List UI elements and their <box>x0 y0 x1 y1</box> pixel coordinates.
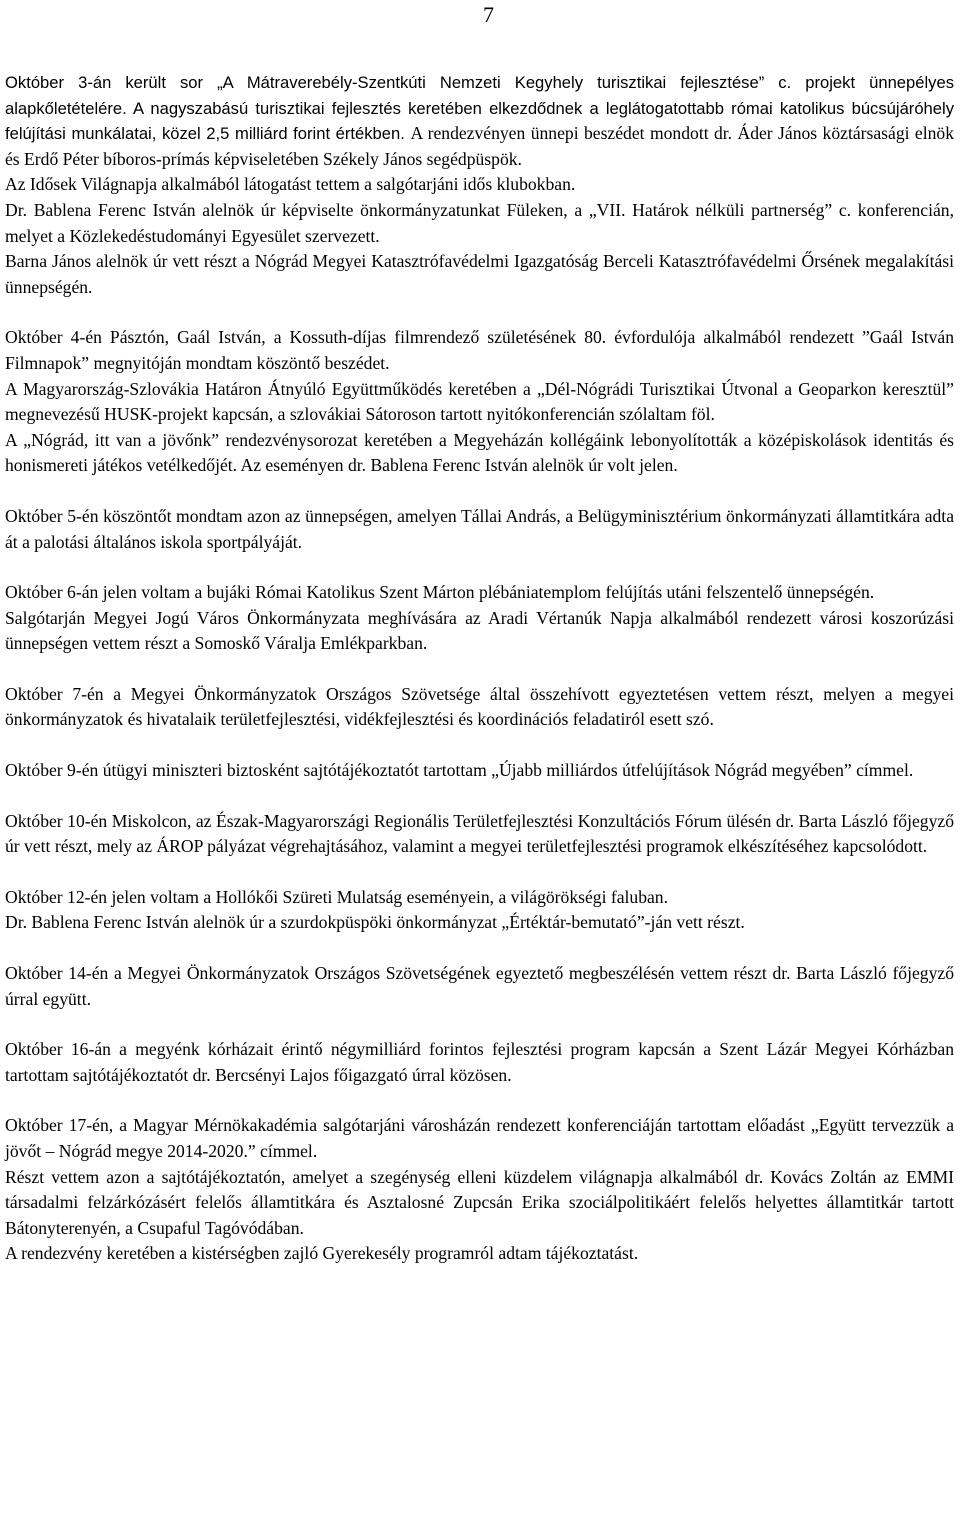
paragraph-serif-part: A rendezvényen ünnepi beszédet mondott dr. Áder János köztársasági elnök és Erdő Péter bíboros-prímás képviseletében Székely János segédpüspök. <box>5 123 954 169</box>
paragraph: Az Idősek Világnapja alkalmából látogatást tettem a salgótarjáni idős klubokban. <box>5 174 576 195</box>
paragraph-sans-part: Október 3-án került sor „A Mátraverebély-Szentkúti Nemzeti Kegyhely turisztikai fejlesztése” c. projekt ünnepélyes alapkőletételére. A nagyszabású turisztikai fejlesztés keretében elkezdődnek a leglátogatottabb római katolikus búcsújáróhely felújítási munkálatai, közel 2,5 milliárd forint értékben. <box>5 73 954 144</box>
paragraph: Barna János alelnök úr vett részt a Nógrád Megyei Katasztrófavédelmi Igazgatóság Berceli Katasztrófavédelmi Őrsének megalakítási ünnepségén. <box>5 251 954 297</box>
paragraph: Salgótarján Megyei Jogú Város Önkormányzata meghívására az Aradi Vértanúk Napja alkalmából rendezett városi koszorúzási ünnepségen vettem részt a Somoskő Váralja Emlékparkban. <box>5 607 954 654</box>
paragraph: Október 12-én jelen voltam a Hollókői Szüreti Mulatság eseményein, a világörökségi faluban. <box>5 886 669 907</box>
paragraph: Október 9-én útügyi miniszteri biztosként sajtótájékoztatót tartottam „Újabb milliárdos útfelújítások Nógrád megyében” címmel. <box>5 760 914 781</box>
paragraph: Október 6-án jelen voltam a bujáki Római Katolikus Szent Márton plébániatemplom felújítás utáni felszentelő ünnepségén. <box>5 582 875 603</box>
section-oct-17 <box>5 1113 954 1267</box>
paragraph: Dr. Bablena Ferenc István alelnök úr a szurdokpüspöki önkormányzat „Értéktár-bemutató”-ján vett részt. <box>5 912 745 933</box>
section-oct-14 <box>5 961 954 1012</box>
section-oct-3 <box>5 70 954 300</box>
document-body <box>5 70 954 1292</box>
section-oct-16 <box>5 1037 954 1088</box>
paragraph: Dr. Bablena Ferenc István alelnök úr képviselte önkormányzatunkat Füleken, a „VII. Határok nélküli partnerség” c. konferencián, melyet a Közlekedéstudományi Egyesület szervezett. <box>5 199 954 246</box>
paragraph: Október 14-én a Megyei Önkormányzatok Országos Szövetségének egyeztető megbeszélésén vettem részt dr. Barta László főjegyző úrral együtt. <box>5 963 954 1009</box>
section-oct-6 <box>5 580 954 657</box>
section-oct-5 <box>5 504 954 555</box>
paragraph <box>5 70 954 172</box>
paragraph: Október 17-én, a Magyar Mérnökakadémia salgótarjáni városházán rendezett konferenciáján tartottam előadást „Együtt tervezzük a jövőt – Nógrád megye 2014-2020.” címmel. <box>5 1115 954 1161</box>
paragraph: A „Nógrád, itt van a jövőnk” rendezvénysorozat keretében a Megyeházán kollégáink lebonyolították a középiskolások identitás és honismereti játékos vetélkedőjét. Az eseményen dr. Bablena Ferenc István alelnök úr volt jelen. <box>5 429 954 476</box>
section-oct-9 <box>5 758 954 784</box>
paragraph: Október 5-én köszöntőt mondtam azon az ünnepségen, amelyen Tállai András, a Belügyminisztérium önkormányzati államtitkára adta át a palotási általános iskola sportpályáját. <box>5 505 954 552</box>
paragraph: Október 7-én a Megyei Önkormányzatok Országos Szövetsége által összehívott egyeztetésen vettem részt, melyen a megyei önkormányzatok és hivatalaik területfejlesztési, vidékfejlesztési és koordinációs feladatiról esett szó. <box>5 683 954 730</box>
paragraph: A rendezvény keretében a kistérségben zajló Gyerekesély programról adtam tájékoztatást. <box>5 1243 639 1264</box>
section-oct-10 <box>5 809 954 860</box>
section-oct-7 <box>5 682 954 733</box>
paragraph: A Magyarország-Szlovákia Határon Átnyúló Együttműködés keretében a „Dél-Nógrádi Turisztikai Útvonal a Geoparkon keresztül” megnevezésű HUSK-projekt kapcsán, a szlovákiai Sátoroson tartott nyitókonferencián szólaltam föl. <box>5 378 954 425</box>
paragraph: Részt vettem azon a sajtótájékoztatón, amelyet a szegénység elleni küzdelem világnapja alkalmából dr. Kovács Zoltán az EMMI társadalmi felzárkózásért felelős államtitkára és Asztalosné Zupcsán Erika szociálpolitikáért felelős helyettes államtitkár tartott Bátonyterenyén, a Csupaful Tagóvódában. <box>5 1166 954 1238</box>
paragraph: Október 16-án a megyénk kórházait érintő négymilliárd forintos fejlesztési program kapcsán a Szent Lázár Megyei Kórházban tartottam sajtótájékoztatót dr. Bercsényi Lajos főigazgató úrral közösen. <box>5 1039 954 1085</box>
paragraph: Október 10-én Miskolcon, az Észak-Magyarországi Regionális Területfejlesztési Konzultációs Fórum ülésén dr. Barta László főjegyző úr vett részt, mely az ÁROP pályázat végrehajtásához, valamint a megyei területfejlesztési programok elkészítéséhez kapcsolódott. <box>5 810 954 857</box>
paragraph: Október 4-én Pásztón, Gaál István, a Kossuth-díjas filmrendező születésének 80. évfordulója alkalmából rendezett ”Gaál István Filmnapok” megnyitóján mondtam köszöntő beszédet. <box>5 327 954 373</box>
section-oct-4 <box>5 325 954 479</box>
page-number: 7 <box>483 2 494 27</box>
section-oct-12 <box>5 885 954 936</box>
